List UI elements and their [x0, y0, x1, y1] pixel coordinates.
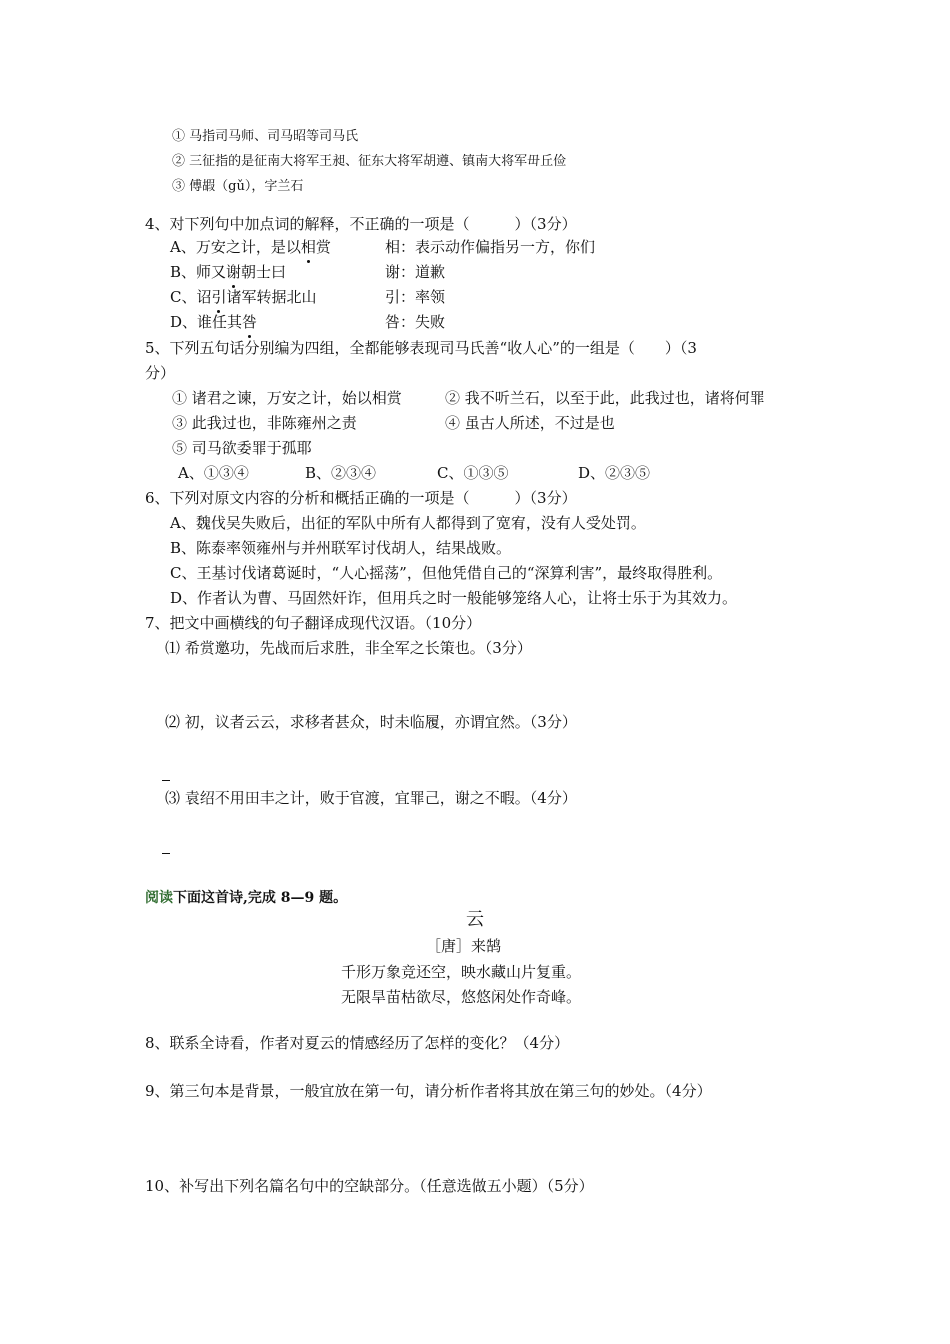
q7-sentence-2: ⑵ 初，议者云云，求移者甚众，时未临履，亦谓宜然。（3分） — [165, 713, 577, 731]
q5-stem-cont: 分） — [145, 364, 176, 382]
q4-def-a: 相：表示动作偏指另一方，你们 — [385, 238, 596, 256]
q4-option-b: B、师又谢朝士曰 — [170, 263, 287, 281]
q4-def-d: 咎：失败 — [385, 313, 446, 331]
poem-author: ［唐］来鹄 — [426, 937, 502, 955]
poem-intro: 阅读下面这首诗,完成 8—9 题。 — [145, 890, 348, 906]
note-1: ① 马指司马师、司马昭等司马氏 — [172, 129, 359, 144]
q5-stem: 5、下列五句话分别编为四组，全都能够表现司马氏善“收人心”的一组是（ ）（3 — [145, 339, 697, 357]
q7-sentence-3: ⑶ 袁绍不用田丰之计，败于官渡，宜罪己，谢之不暇。（4分） — [165, 789, 577, 807]
q5-sentence-5: ⑤ 司马欲委罪于孤耶 — [172, 439, 312, 457]
q4-option-a: A、万安之计，是以相赏 — [170, 238, 331, 256]
q9-stem: 9、第三句本是背景，一般宜放在第一句，请分析作者将其放在第三句的妙处。（4分） — [145, 1082, 712, 1100]
q7-stem: 7、把文中画横线的句子翻译成现代汉语。（10分） — [145, 614, 482, 632]
q5-option-d: D、②③⑤ — [578, 464, 651, 482]
q5-sentence-4: ④ 虽古人所述，不过是也 — [445, 414, 615, 432]
q4-stem: 4、对下列句中加点词的解释，不正确的一项是（ ）（3分） — [145, 215, 577, 233]
q5-option-b: B、②③④ — [305, 464, 377, 482]
q6-option-d: D、作者认为曹、马固然奸诈，但用兵之时一般能够笼络人心，让将士乐于为其效力。 — [170, 589, 738, 607]
poem-title: 云 — [466, 909, 484, 930]
q4-option-c: C、诏引诸军转据北山 — [170, 288, 317, 306]
q4-def-b: 谢：道歉 — [385, 263, 446, 281]
q6-option-c: C、王基讨伐诸葛诞时，“人心摇荡”，但他凭借自己的“深算利害”，最终取得胜利。 — [170, 564, 723, 582]
q10-stem: 10、补写出下列名篇名句中的空缺部分。（任意选做五小题）（5分） — [145, 1177, 594, 1195]
q6-stem: 6、下列对原文内容的分析和概括正确的一项是（ ）（3分） — [145, 489, 577, 507]
q5-sentence-2: ② 我不听兰石，以至于此，此我过也，诸将何罪 — [445, 389, 765, 407]
poem-line-2: 无限旱苗枯欲尽，悠悠闲处作奇峰。 — [341, 988, 582, 1006]
q8-stem: 8、联系全诗看，作者对夏云的情感经历了怎样的变化？（4分） — [145, 1034, 570, 1052]
answer-line — [162, 853, 170, 854]
q4-option-d: D、谁任其咎 — [170, 313, 258, 331]
q6-option-b: B、陈泰率领雍州与并州联军讨伐胡人，结果战败。 — [170, 539, 512, 557]
q5-sentence-3: ③ 此我过也，非陈雍州之责 — [172, 414, 357, 432]
note-3: ③ 傅嘏（gǔ），字兰石 — [172, 179, 304, 194]
q5-option-c: C、①③⑤ — [437, 464, 509, 482]
q5-option-a: A、①③④ — [178, 464, 249, 482]
note-2: ② 三征指的是征南大将军王昶、征东大将军胡遵、镇南大将军毌丘俭 — [172, 154, 567, 169]
poem-line-1: 千形万象竞还空，映水藏山片复重。 — [341, 963, 582, 981]
q5-sentence-1: ① 诸君之谏，万安之计，始以相赏 — [172, 389, 402, 407]
q7-sentence-1: ⑴ 希赏邀功，先战而后求胜，非全军之长策也。（3分） — [165, 639, 532, 657]
q4-def-c: 引：率领 — [385, 288, 446, 306]
q6-option-a: A、魏伐吴失败后，出征的军队中所有人都得到了宽宥，没有人受处罚。 — [170, 514, 646, 532]
answer-line — [162, 780, 170, 781]
